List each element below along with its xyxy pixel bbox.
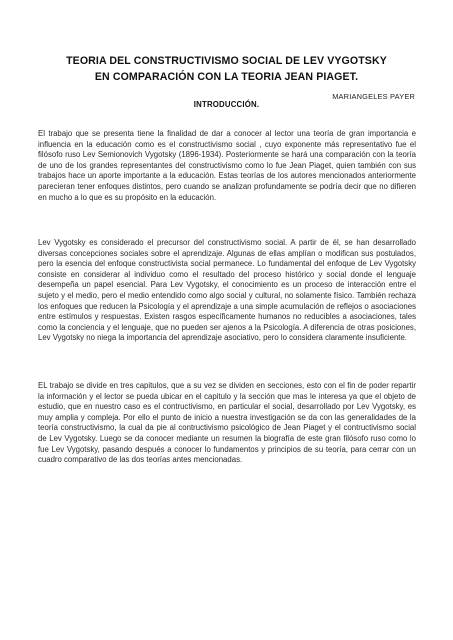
title-line-2: EN COMPARACIÓN CON LA TEORIA JEAN PIAGET.: [94, 71, 359, 83]
author-name: MARIANGELES PAYER: [332, 92, 415, 101]
section-heading: INTRODUCCIÓN.: [193, 100, 260, 109]
document-title: [40, 53, 413, 85]
paragraph-structure: EL trabajo se divide en tres capitulos, que a su vez se dividen en secciones, esto con el fin de poder repartir la información y el lector se pueda ubicar en el capitulo y la sección que mas le interesa ya que el objeto de estudio, que en nuestro caso es el contructivismo, en particular el social, desarrollado por Lev Vygotsky, es muy amplia y compleja. Por ello el punto de inicio a nuestra investigación se da con las generalidades de la teoría constructivismo, la cual da pie al contructivismo psicológico de Jean Piaget y el contructivismo social de Lev Vygotsky. Luego se da conocer mediante un resumen la biografía de este gran filósofo ruso como lo fue Lev Vygotsky, pasando después a conocer lo fundamentos y principios de su teoría, para cerrar con un cuadro comparativo de las dos teorías antes mencionadas.: [38, 381, 416, 465]
paragraph-intro: El trabajo que se presenta tiene la finalidad de dar a conocer al lector una teoría de gran importancia e influencia en la educación como es el constructivismo social , cuyo exponente más representativo fue el filósofo ruso Lev Semionovich Vygotsky (1896-1934). Posteriormente se hará una comparación con la teoría de uno de los grandes representantes del constructivismo como lo fue Jean Piaget, quien también con sus trabajos hace un aporte importante a la educación. Estas teorías de los autores mencionados anteriormente parecieran tener enfoques distintos, pero cuando se analizan profundamente se podría decir que no difieren en mucho a lo que es su propósito en la educación.: [38, 129, 416, 202]
paragraph-vygotsky: Lev Vygotsky es considerado el precursor del constructivismo social. A partir de él, se han desarrollado diversas concepciones sociales sobre el aprendizaje. Algunas de ellas amplían o modifican sus postulados, pero la esencia del enfoque constructivista social permanece. Lo fundamental del enfoque de Lev Vygotsky consiste en considerar al individuo como el resultado del proceso histórico y social donde el lenguaje desempeña un papel esencial. Para Lev Vygotsky, el conocimiento es un proceso de interacción entre el sujeto y el medio, pero el medio entendido como algo social y cultural, no solamente físico. También rechaza los enfoques que reducen la Psicología y el aprendizaje a una simple acumulación de reflejos o asociaciones entre estímulos y respuestas. Existen rasgos específicamente humanos no reducibles a asociaciones, tales como la conciencia y el lenguaje, que no pueden ser ajenos a la Psicología. A diferencia de otras posiciones, Lev Vygotsky no niega la importancia del aprendizaje asociativo, pero lo considera claramente insuficiente.: [38, 238, 416, 343]
title-line-1: TEORIA DEL CONSTRUCTIVISMO SOCIAL DE LEV VYGOTSKY: [66, 55, 387, 67]
